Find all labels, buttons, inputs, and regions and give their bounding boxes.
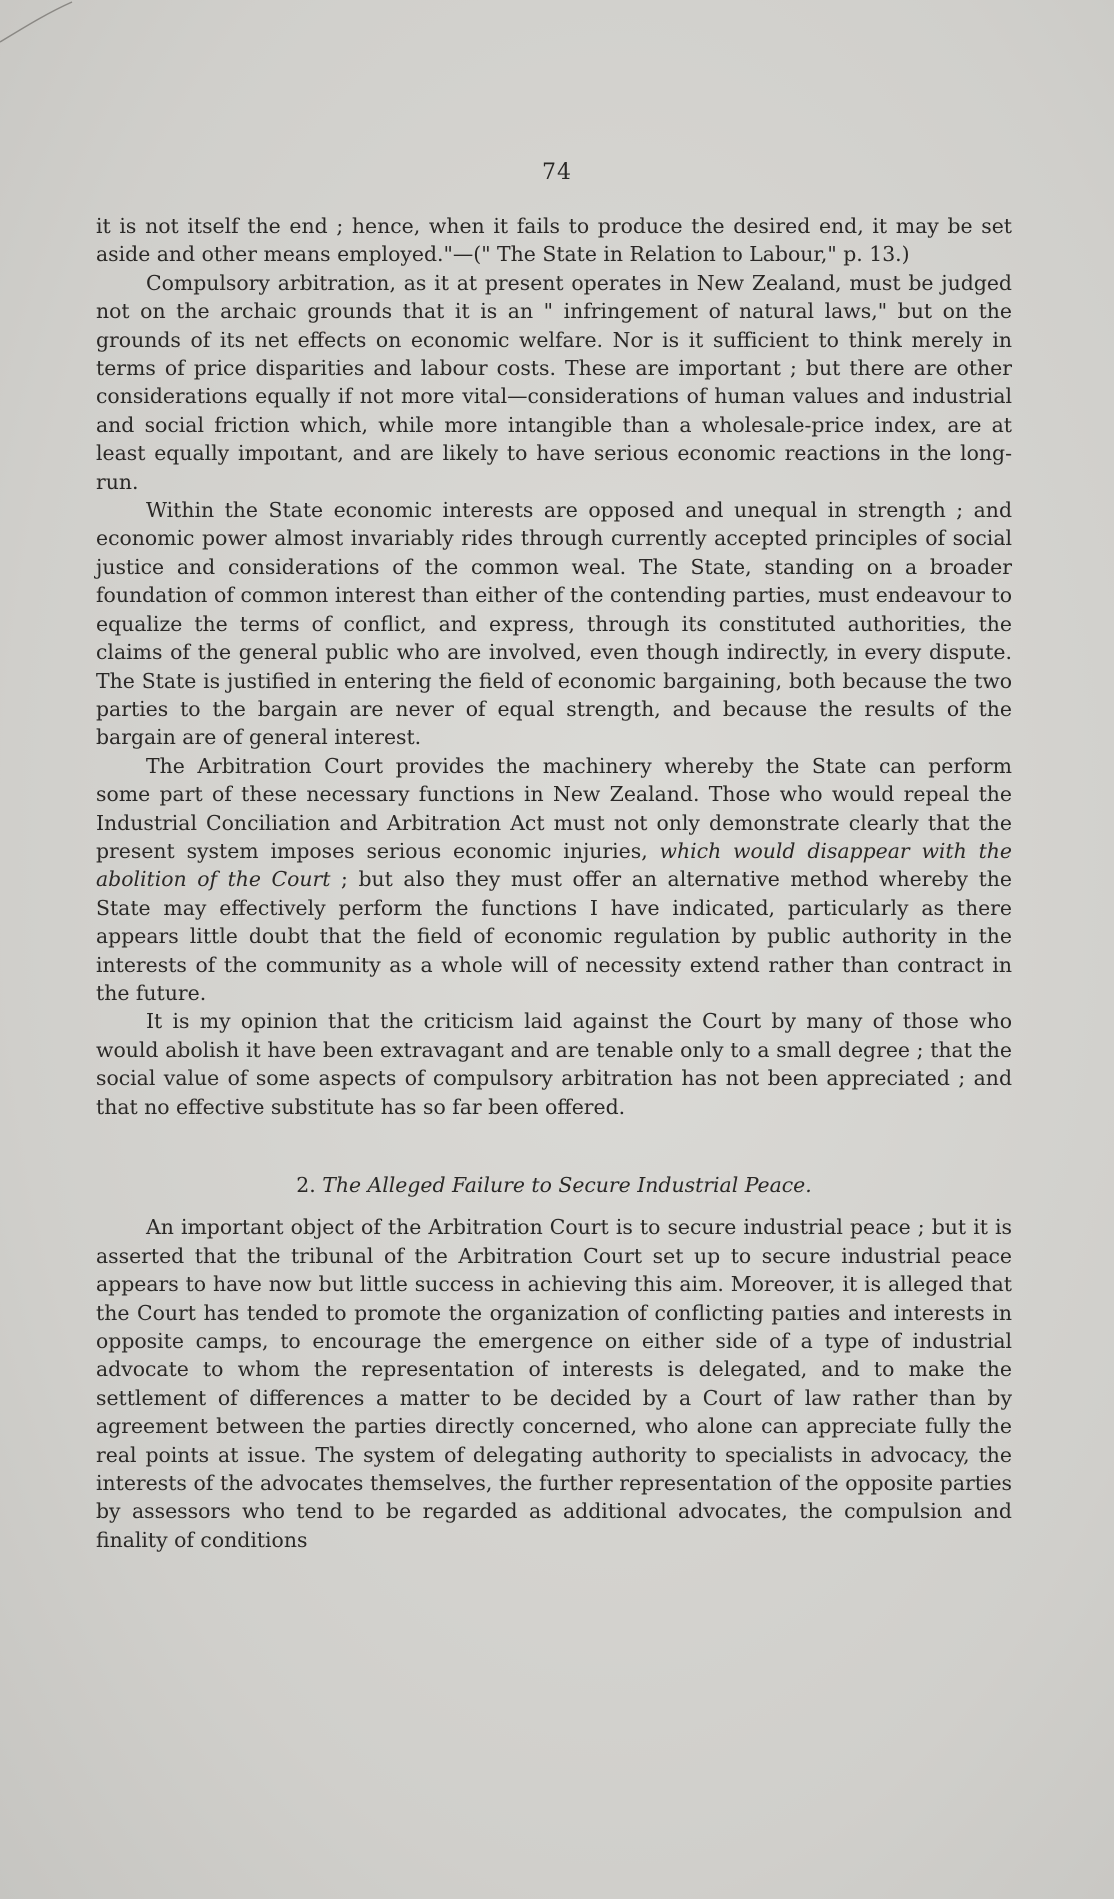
paragraph-text: ; but also they must offer an alternative method whereby the State may effectively perform the functions I have indicated, particularly as there appears little doubt that the field of economic regulation by public authority in the interests of the community as a whole will of necessity extend rather than contract in the future. xyxy=(96,867,1012,1005)
page-number: 74 xyxy=(542,160,572,185)
paragraph xyxy=(96,752,1012,1008)
paragraph: Compulsory arbitration, as it at present operates in New Zealand, must be judged not on the archaic grounds that it is an " infringement of natural laws," but on the grounds of its net effects on economic welfare. Nor is it sufficient to think merely in terms of price disparities and labour costs. These are important ; but there are other considerations equally if not more vital—considerations of human values and industrial and social friction which, while more intangible than a wholesale-price index, are at least equally impoıtant, and are likely to have serious economic reactions in the long-run. xyxy=(96,270,1012,494)
paragraph: Within the State economic interests are opposed and unequal in strength ; and economic power almost invariably rides through currently accepted principles of social justice and considerations of the common weal. The State, standing on a broader foundation of common interest than either of the contending parties, must endeavour to equalize the terms of conflict, and express, through its constituted authorities, the claims of the general public who are involved, even though indirectly, in every dispute. The State is justified in entering the field of economic bargaining, both because the two parties to the bargain are never of equal strength, and because the results of the bargain are of general interest. xyxy=(96,498,1012,750)
section-number: 2. xyxy=(296,1173,316,1197)
paragraph-text: The Arbitration Court provides the machinery whereby the State can perform some part of these necessary functions in New Zealand. Those who would repeal the Industrial Conciliation and Arbitration Act must not only demonstrate clearly that the present system imposes serious economic injuries, xyxy=(96,753,1012,863)
paragraph: it is not itself the end ; hence, when it fails to produce the desired end, it may be set aside and other means employed."—(" The State in Relation to Labour," p. 13.) xyxy=(96,214,1012,267)
body-text xyxy=(96,212,1012,1554)
emphasis-text: which would disappear with the abolition of the Court xyxy=(96,838,1012,892)
pencil-mark xyxy=(0,0,90,60)
section-heading xyxy=(96,1171,1012,1199)
paragraph: It is my opinion that the criticism laid against the Court by many of those who would abolish it have been extravagant and are tenable only to a small degree ; that the social value of some aspects of compulsory arbitration has not been appreciated ; and that no effective substitute has so far been offered. xyxy=(96,1009,1012,1119)
paragraph: An important object of the Arbitration Court is to secure industrial peace ; but it is asserted that the tribunal of the Arbitration Court set up to secure industrial peace appears to have now but little success in achieving this aim. Moreover, it is alleged that the Court has tended to promote the organization of conflicting paıties and interests in opposite camps, to encourage the emergence on either side of a type of industrial advocate to whom the representation of interests is delegated, and to make the settlement of differences a matter to be decided by a Court of law rather than by agreement between the parties directly concerned, who alone can appreciate fully the real points at issue. The system of delegating authority to specialists in advocacy, the interests of the advocates themselves, the further representation of the opposite parties by assessors who tend to be regarded as additional advocates, the compulsion and finality of conditions xyxy=(96,1215,1012,1552)
section-title: The Alleged Failure to Secure Industrial Peace. xyxy=(322,1173,812,1197)
